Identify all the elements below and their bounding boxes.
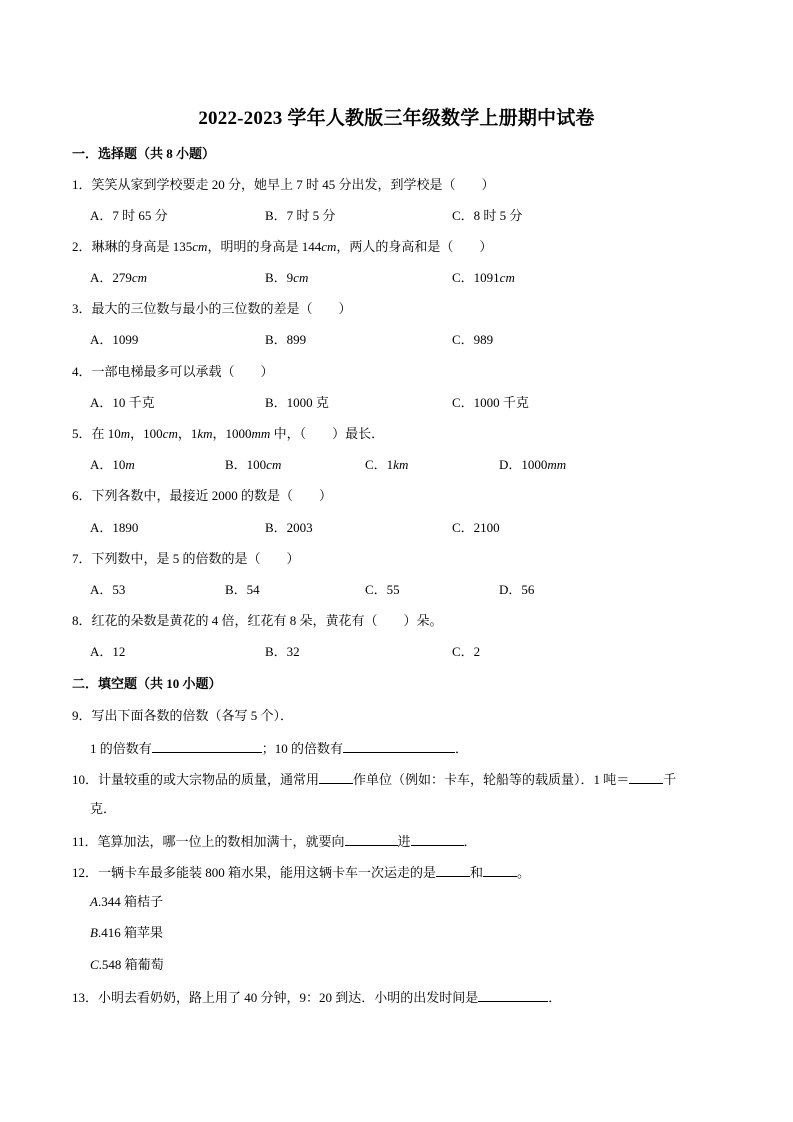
q1-option-b: B．7 时 5 分 [265, 208, 336, 223]
question-6-stem: 6．下列各数中，最接近 2000 的数是（ ） [72, 488, 333, 503]
q12-option-c: C.548 箱葡萄 [90, 957, 164, 972]
question-11-stem: 11．笔算加法，哪一位上的数相加满十，就要向 进 ． [72, 831, 477, 851]
question-4-stem: 4．一部电梯最多可以承载（ ） [72, 364, 274, 379]
question-9-stem: 9．写出下面各数的倍数（各写 5 个）． [72, 708, 294, 723]
question-10-continuation: 克． [90, 801, 117, 816]
q1-option-a: A．7 时 65 分 [90, 208, 168, 223]
q7-option-c: C．55 [365, 582, 400, 597]
q2-option-c: C．1091cm [452, 270, 515, 285]
answer-blank[interactable] [436, 862, 470, 877]
q5-option-a: A．10m [90, 457, 135, 472]
q5-option-c: C．1km [365, 457, 409, 472]
q5-option-d: D．1000mm [499, 457, 567, 472]
q8-option-a: A．12 [90, 644, 126, 659]
q4-option-b: B．1000 克 [265, 395, 329, 410]
q7-option-a: A．53 [90, 582, 126, 597]
answer-blank[interactable] [343, 738, 455, 753]
q2-option-b: B．9cm [265, 270, 309, 285]
q1-option-c: C．8 时 5 分 [452, 208, 523, 223]
question-1-stem: 1．笑笑从家到学校要走 20 分，她早上 7 时 45 分出发，到学校是（ ） [72, 177, 495, 192]
q5-option-b: B．100cm [225, 457, 282, 472]
answer-blank[interactable] [345, 831, 398, 846]
question-2-stem: 2．琳琳的身高是 135cm，明明的身高是 144cm，两人的身高和是（ ） [72, 239, 493, 254]
q4-option-c: C．1000 千克 [452, 395, 529, 410]
answer-blank[interactable] [629, 769, 663, 784]
q7-option-b: B．54 [225, 582, 260, 597]
q6-option-a: A．1890 [90, 520, 139, 535]
question-9-answer-line: 1 的倍数有 ；10 的倍数有 ． [90, 738, 468, 758]
q3-option-b: B．899 [265, 332, 307, 347]
q8-option-b: B．32 [265, 644, 300, 659]
q6-option-c: C．2100 [452, 520, 500, 535]
question-12-stem: 12．一辆卡车最多能装 800 箱水果，能用这辆卡车一次运走的是 和 。 [72, 862, 530, 882]
question-8-stem: 8．红花的朵数是黄花的 4 倍，红花有 8 朵，黄花有（ ）朵。 [72, 613, 443, 628]
answer-blank[interactable] [483, 862, 517, 877]
question-10-stem: 10．计量较重的或大宗物品的质量，通常用 作单位（例如：卡车，轮船等的载质量）．1 吨＝ 千 [72, 769, 676, 789]
q6-option-b: B．2003 [265, 520, 313, 535]
q3-option-a: A．1099 [90, 332, 139, 347]
answer-blank[interactable] [478, 987, 548, 1002]
answer-blank[interactable] [411, 831, 464, 846]
q2-option-a: A．279cm [90, 270, 148, 285]
answer-blank[interactable] [152, 738, 262, 753]
section-heading-fill: 二．填空题（共 10 小题） [72, 676, 222, 691]
q3-option-c: C．989 [452, 332, 494, 347]
q7-option-d: D．56 [499, 582, 535, 597]
q4-option-a: A．10 千克 [90, 395, 155, 410]
section-heading-choice: 一．选择题（共 8 小题） [72, 146, 216, 161]
q12-option-a: A.344 箱桔子 [90, 894, 163, 909]
q12-option-b: B.416 箱苹果 [90, 925, 163, 940]
question-7-stem: 7．下列数中，是 5 的倍数的是（ ） [72, 551, 300, 566]
question-5-stem: 5．在 10m，100cm，1km，1000mm 中，（ ）最长． [72, 426, 385, 441]
q8-option-c: C．2 [452, 644, 481, 659]
answer-blank[interactable] [319, 769, 353, 784]
page-title: 2022-2023 学年人教版三年级数学上册期中试卷 [198, 108, 595, 129]
question-13-stem: 13．小明去看奶奶，路上用了 40 分钟，9：20 到达．小明的出发时间是 ． [72, 987, 561, 1007]
question-3-stem: 3．最大的三位数与最小的三位数的差是（ ） [72, 301, 352, 316]
